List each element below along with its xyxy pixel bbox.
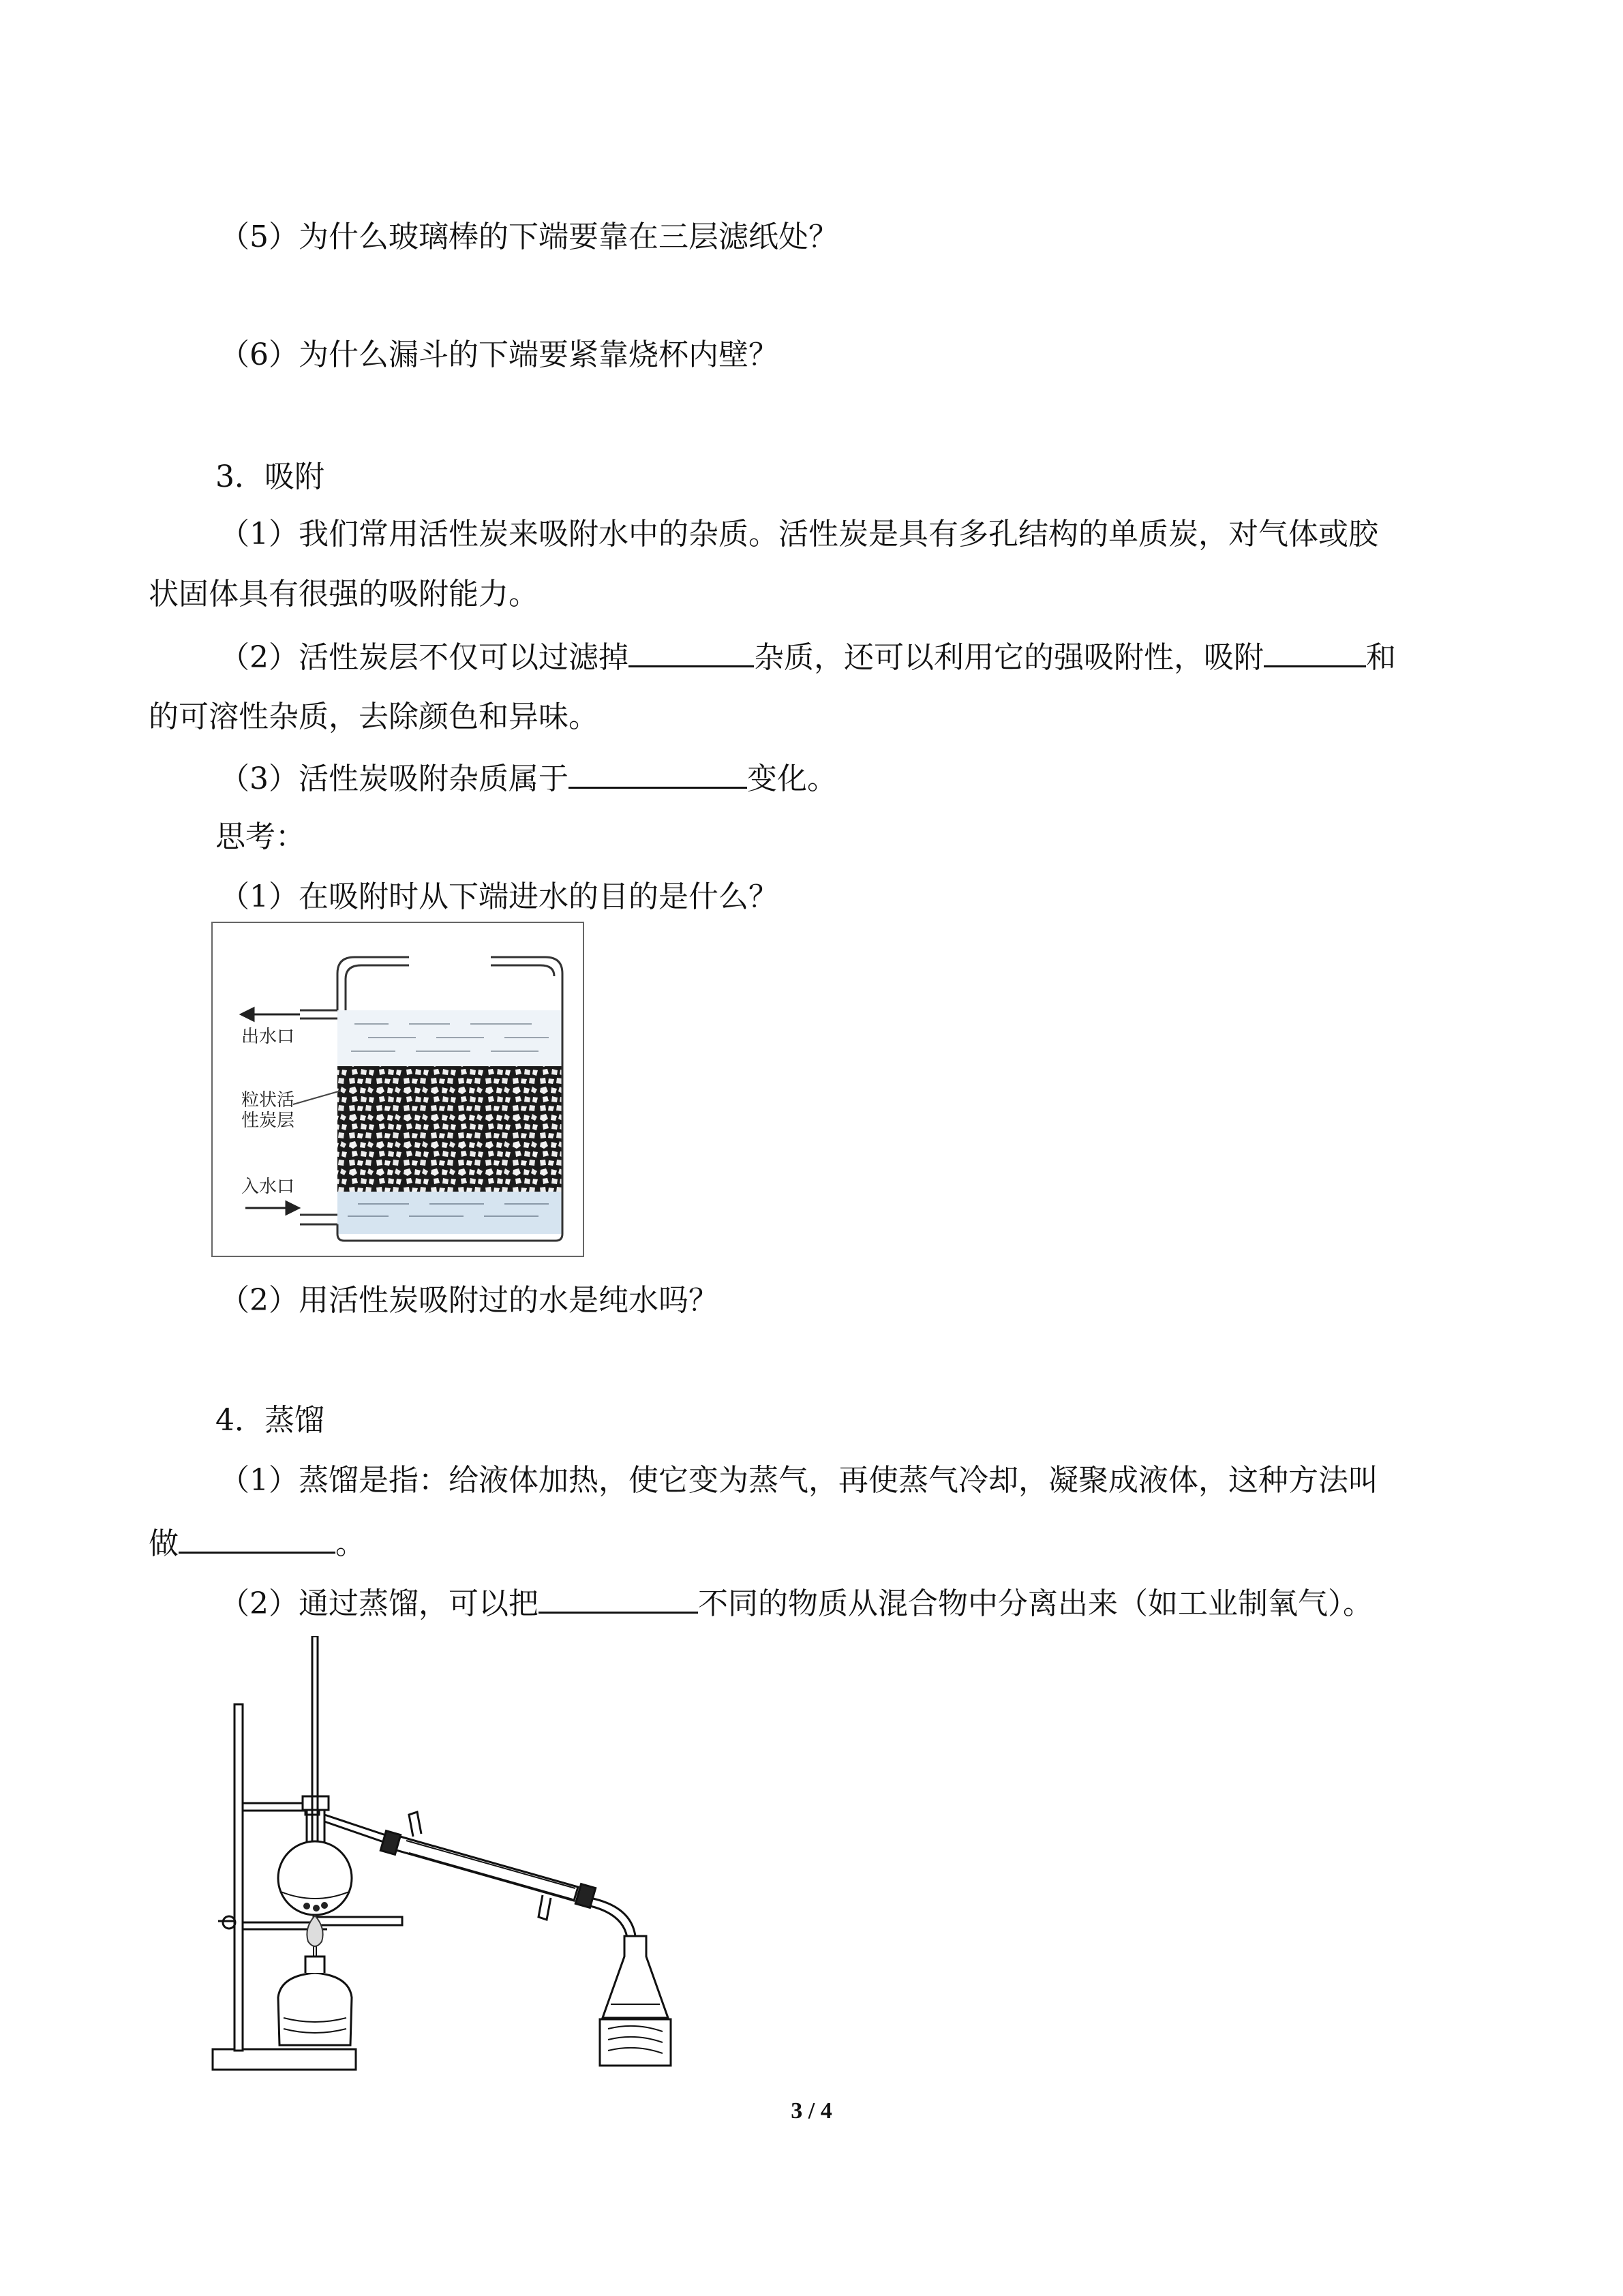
adsorption-p3-text-a: （3）活性炭吸附杂质属于	[219, 761, 568, 796]
adsorption-p3-text-b: 变化。	[747, 761, 837, 796]
section-3-heading: 3．吸附	[215, 459, 324, 494]
adsorption-p3	[219, 757, 837, 800]
activated-carbon-figure	[211, 922, 586, 1258]
distilling-flask	[278, 1841, 352, 1915]
carbon-layer-label-1: 粒状活	[241, 1090, 295, 1111]
distillation-p1-text-a: 做	[149, 1526, 179, 1561]
stand-rod	[234, 1704, 243, 2051]
section-4-heading: 4．蒸馏	[215, 1403, 324, 1438]
alcohol-lamp	[278, 1973, 352, 2045]
raw-water-layer	[337, 1192, 562, 1234]
blank-adsorb-impurity[interactable]	[1264, 635, 1366, 667]
distillation-p2-text-a: （2）通过蒸馏，可以把	[219, 1586, 539, 1621]
blank-boiling-point[interactable]	[539, 1582, 698, 1614]
adsorption-p1-line1: （1）我们常用活性炭来吸附水中的杂质。活性炭是具有多孔结构的单质炭，对气体或胶	[219, 517, 1378, 552]
question-5: （5）为什么玻璃棒的下端要靠在三层滤纸处？	[219, 220, 838, 254]
adsorption-p2-line2: 的可溶性杂质，去除颜色和异味。	[149, 699, 598, 734]
adsorption-p1-line2: 状固体具有很强的吸附能力。	[149, 577, 539, 611]
distillation-apparatus-figure	[204, 1636, 682, 2079]
outlet-label: 出水口	[241, 1027, 295, 1047]
distillation-p1-line1: （1）蒸馏是指：给液体加热，使它变为蒸气，再使蒸气冷却，凝聚成液体，这种方法叫	[219, 1463, 1378, 1498]
adsorption-p2-text-c: 和	[1366, 640, 1396, 675]
distillation-p2-text-b: 不同的物质从混合物中分离出来（如工业制氧气）。	[698, 1586, 1373, 1621]
think-question-1: （1）在吸附时从下端进水的目的是什么？	[219, 879, 778, 914]
inlet-label: 入水口	[241, 1177, 295, 1197]
distillation-p1-line2	[149, 1522, 365, 1565]
adsorption-p2-text-b: 杂质，还可以利用它的强吸附性，吸附	[754, 640, 1264, 675]
distillation-p2	[219, 1582, 1373, 1625]
think-label: 思考：	[215, 819, 305, 854]
distillation-p1-text-b: 。	[335, 1526, 365, 1561]
question-6: （6）为什么漏斗的下端要紧靠烧杯内壁？	[219, 337, 778, 372]
receiving-flask	[603, 1936, 668, 2018]
blank-filter-impurity[interactable]	[628, 635, 754, 667]
adsorption-p2-text-a: （2）活性炭层不仅可以过滤掉	[219, 640, 628, 675]
blank-change-type[interactable]	[568, 757, 747, 789]
stand-base	[213, 2049, 356, 2070]
page-number: 3 / 4	[791, 2098, 832, 2124]
adsorption-p2-line1	[219, 635, 1396, 678]
blank-method-name[interactable]	[179, 1522, 335, 1554]
carbon-layer	[337, 1066, 562, 1192]
carbon-layer-label-2: 性炭层	[241, 1111, 295, 1131]
think-question-2: （2）用活性炭吸附过的水是纯水吗？	[219, 1283, 718, 1318]
